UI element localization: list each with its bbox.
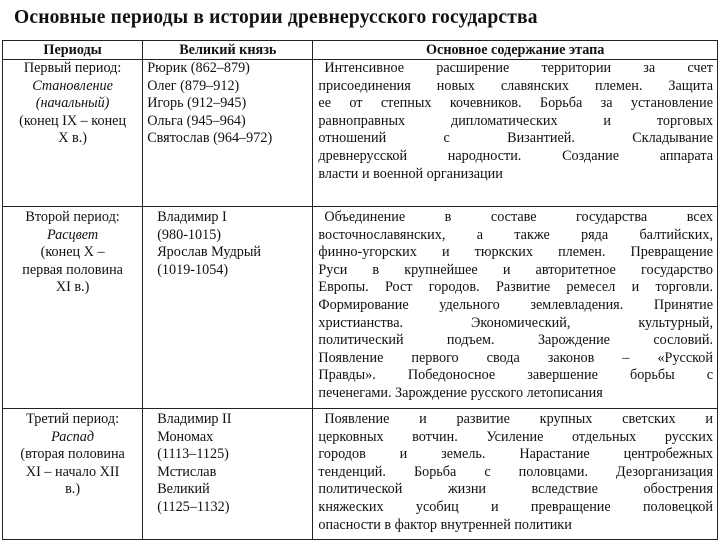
periods-table xyxy=(2,40,718,540)
content-line: древнерусской народности. Создание аппарата xyxy=(318,147,713,164)
content-line: Руси в крупнейшее и авторитетное государство xyxy=(318,261,713,278)
content-line: ее от степных кочевников. Борьба за установление xyxy=(318,95,713,112)
period-cell xyxy=(3,207,143,409)
prince-line: Владимир I xyxy=(157,209,227,225)
content-line: Появление первого свода законов – «Русской xyxy=(318,349,713,366)
prince-line: Мономах xyxy=(157,428,214,445)
period-line: Расцвет xyxy=(47,226,99,243)
period-line: Становление xyxy=(32,77,113,94)
period-line: Третий период: xyxy=(26,411,120,427)
prince-line: (980-1015) xyxy=(157,226,222,243)
period-line: (начальный) xyxy=(35,95,110,112)
content-line: Интенсивное расширение территории за счет xyxy=(324,60,713,76)
content-line: политический подъем. Зарождение сословий. xyxy=(318,332,713,349)
content-line: городов и земель. Нарастание центробежных xyxy=(318,446,713,463)
period-cell xyxy=(3,60,143,207)
content-line: восточнославянских, а также ряда балтийских, xyxy=(318,226,713,243)
period-line: (конец X – xyxy=(40,244,105,261)
prince-line: (1113–1125) xyxy=(157,446,229,463)
content-line: Правды». Победоносное завершение борьбы с xyxy=(318,367,713,384)
content-line: княжеских усобиц и превращение половецкой xyxy=(318,498,713,515)
content-line: опасности в фактор внутренней политики xyxy=(318,516,572,533)
prince-line: (1125–1132) xyxy=(157,498,230,515)
table-row xyxy=(3,60,718,207)
content-line: присоединения новых славянских племен. Защита xyxy=(318,77,713,94)
content-line: равноправных дипломатических и торговых xyxy=(318,112,713,129)
content-line: тенденций. Борьба с половцами. Дезорганизация xyxy=(318,463,713,480)
period-line: X в.) xyxy=(58,130,87,147)
prince-cell xyxy=(143,207,313,409)
period-cell xyxy=(3,409,143,540)
content-line: церковных вотчин. Усиление отдельных русских xyxy=(318,428,713,445)
prince-line: Ольга (945–964) xyxy=(147,112,246,129)
prince-cell xyxy=(143,60,313,207)
content-line: Европы. Рост городов. Развитие ремесел и торговли. xyxy=(318,279,713,296)
content-line: отношений с Византией. Складывание xyxy=(318,130,713,147)
page-title: Основные периоды в истории древнерусского государства xyxy=(14,7,538,28)
content-line: христианства. Экономический, культурный, xyxy=(318,314,713,331)
content-cell xyxy=(313,207,718,409)
prince-line: (1019-1054) xyxy=(157,261,229,278)
prince-cell xyxy=(143,409,313,540)
period-line: XI в.) xyxy=(55,279,90,296)
content-line: Формирование удельного землевладения. Принятие xyxy=(318,296,713,313)
prince-line: Рюрик (862–879) xyxy=(147,60,250,76)
content-line: Появление и развитие крупных светских и xyxy=(324,411,713,427)
period-line: в.) xyxy=(65,481,81,498)
period-line: XI – начало XII xyxy=(25,463,120,480)
period-line: Распад xyxy=(51,428,95,445)
content-cell xyxy=(313,60,718,207)
period-line: Первый период: xyxy=(23,60,122,76)
period-line: (вторая половина xyxy=(20,446,125,463)
table-header-row xyxy=(3,41,718,60)
content-line: печенегами. Зарождение русского летописания xyxy=(318,384,603,401)
prince-line: Святослав (964–972) xyxy=(147,130,273,147)
prince-line: Владимир II xyxy=(157,411,232,427)
prince-line: Мстислав xyxy=(157,463,217,480)
content-line: власти и военной организации xyxy=(318,165,503,182)
table-row xyxy=(3,207,718,409)
content-line: Объединение в составе государства всех xyxy=(324,209,713,225)
prince-line: Великий xyxy=(157,481,210,498)
table-row xyxy=(3,409,718,540)
content-cell xyxy=(313,409,718,540)
prince-line: Ярослав Мудрый xyxy=(157,244,262,261)
header-content: Основное содержание этапа xyxy=(313,41,718,60)
header-period: Периоды xyxy=(3,41,143,60)
period-line: первая половина xyxy=(22,261,123,278)
content-line: политической жизни вследствие обострения xyxy=(318,481,713,498)
content-line: финно-угорских и тюркских племен. Превращение xyxy=(318,244,713,261)
period-line: Второй период: xyxy=(25,209,120,225)
period-line: (конец IX – конец xyxy=(19,112,127,129)
prince-line: Игорь (912–945) xyxy=(147,95,247,112)
prince-line: Олег (879–912) xyxy=(147,77,240,94)
header-prince: Великий князь xyxy=(143,41,313,60)
